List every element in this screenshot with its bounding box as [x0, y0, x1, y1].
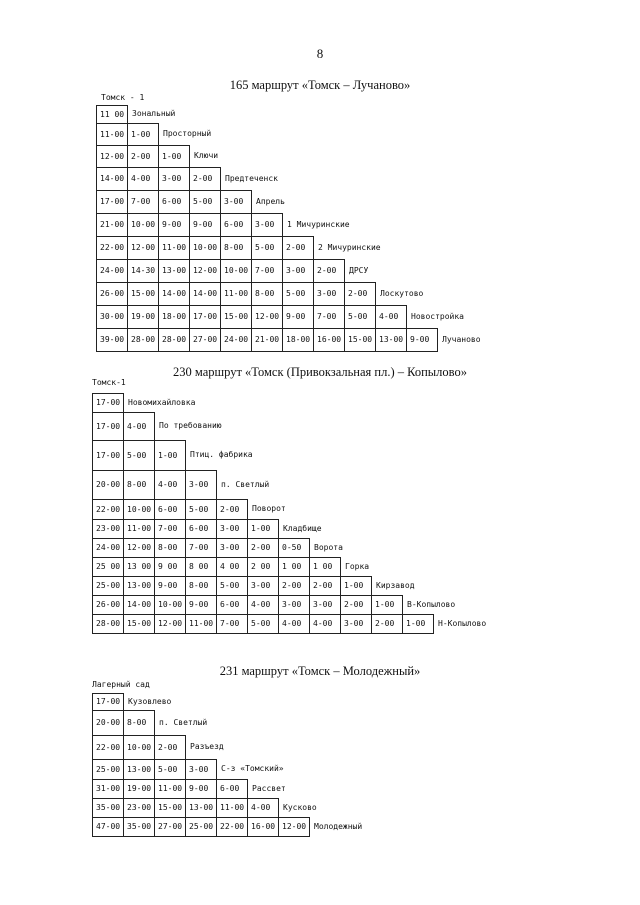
time-cell: 28-00: [127, 328, 158, 351]
time-cell: 10-00: [123, 499, 154, 519]
time-cell: 4-00: [123, 412, 154, 440]
time-cell: 25-00: [92, 576, 123, 595]
time-cell: 24-00: [96, 259, 127, 282]
time-cell: 6-00: [185, 519, 216, 538]
time-cell: 22-00: [216, 817, 247, 836]
row-right-border: [278, 519, 279, 539]
time-cell: 27-00: [189, 328, 220, 351]
time-cell: 3-00: [309, 595, 340, 614]
stop-name: Кусково: [283, 803, 317, 812]
row-right-border: [247, 779, 248, 799]
stop-name: Новомихайловка: [128, 398, 196, 407]
stop-name: Лоскутово: [380, 289, 424, 298]
row-right-border: [309, 817, 310, 837]
time-cell: 11-00: [216, 798, 247, 817]
stop-name: Кузовлево: [128, 697, 172, 706]
time-cell: 9 00: [154, 557, 185, 576]
row-right-border: [344, 259, 345, 283]
time-cell: 5-00: [247, 614, 278, 633]
time-cell: 3-00: [282, 259, 313, 282]
time-cell: 2-00: [371, 614, 402, 633]
time-cell: 17-00: [96, 190, 127, 213]
stop-name: Кладбище: [283, 524, 322, 533]
time-cell: 2-00: [278, 576, 309, 595]
time-cell: 11-00: [154, 779, 185, 798]
stop-name: Зональный: [132, 109, 176, 118]
time-cell: 16-00: [313, 328, 344, 351]
time-cell: 2-00: [309, 576, 340, 595]
row-right-border: [437, 328, 438, 352]
row-right-border: [154, 710, 155, 736]
time-cell: 8-00: [123, 470, 154, 499]
time-cell: 35-00: [92, 798, 123, 817]
time-cell: 7-00: [185, 538, 216, 557]
time-cell: 7-00: [216, 614, 247, 633]
time-cell: 1-00: [127, 123, 158, 145]
stop-name: Горка: [345, 562, 370, 571]
time-cell: 1-00: [154, 440, 185, 470]
row-right-border: [123, 693, 124, 711]
time-cell: 5-00: [189, 190, 220, 213]
time-cell: 10-00: [123, 735, 154, 759]
stop-name: В-Копылово: [407, 600, 456, 609]
time-cell: 4-00: [278, 614, 309, 633]
time-cell: 14-00: [123, 595, 154, 614]
time-cell: 11-00: [220, 282, 251, 305]
time-cell: 1-00: [371, 595, 402, 614]
time-cell: 4 00: [216, 557, 247, 576]
row-right-border: [154, 412, 155, 441]
row-right-border: [185, 440, 186, 471]
time-cell: 27-00: [154, 817, 185, 836]
time-cell: 12-00: [96, 145, 127, 167]
time-cell: 9-00: [282, 305, 313, 328]
row-right-border: [278, 798, 279, 818]
stop-name: 2 Мичуринские: [318, 243, 381, 252]
time-cell: 22-00: [92, 735, 123, 759]
time-cell: 3-00: [185, 470, 216, 499]
time-cell: 12-00: [278, 817, 309, 836]
stop-name: Просторный: [163, 129, 212, 138]
time-cell: 10-00: [189, 236, 220, 259]
row-right-border: [158, 123, 159, 146]
route-231-origin: Лагерный сад: [92, 680, 150, 689]
time-cell: 31-00: [92, 779, 123, 798]
time-cell: 11-00: [158, 236, 189, 259]
time-cell: 5-00: [185, 499, 216, 519]
time-cell: 2-00: [282, 236, 313, 259]
time-cell: 23-00: [92, 519, 123, 538]
time-cell: 1-00: [247, 519, 278, 538]
row-right-border: [185, 735, 186, 760]
time-cell: 5-00: [344, 305, 375, 328]
time-cell: 30-00: [96, 305, 127, 328]
time-cell: 15-00: [344, 328, 375, 351]
time-cell: 5-00: [216, 576, 247, 595]
row-right-border: [309, 538, 310, 558]
time-cell: 2-00: [127, 145, 158, 167]
time-cell: 6-00: [216, 779, 247, 798]
time-cell: 6-00: [158, 190, 189, 213]
time-cell: 47-00: [92, 817, 123, 836]
time-cell: 8-00: [220, 236, 251, 259]
table-bottom-border: [92, 633, 434, 634]
time-cell: 15-00: [154, 798, 185, 817]
time-cell: 4-00: [247, 798, 278, 817]
time-cell: 26-00: [92, 595, 123, 614]
time-cell: 17-00: [92, 412, 123, 440]
time-cell: 2-00: [247, 538, 278, 557]
row-right-border: [216, 759, 217, 780]
time-cell: 11 00: [96, 105, 127, 123]
stop-name: Птиц. фабрика: [190, 450, 253, 459]
time-cell: 18-00: [282, 328, 313, 351]
time-cell: 12-00: [251, 305, 282, 328]
row-right-border: [375, 282, 376, 306]
route-165-title: 165 маршрут «Томск – Лучаново»: [229, 78, 411, 92]
time-cell: 0-50: [278, 538, 309, 557]
time-cell: 14-00: [158, 282, 189, 305]
time-cell: 13-00: [185, 798, 216, 817]
time-cell: 21-00: [251, 328, 282, 351]
time-cell: 9-00: [406, 328, 437, 351]
table-bottom-border: [92, 836, 310, 837]
time-cell: 14-00: [96, 167, 127, 190]
time-cell: 9-00: [185, 595, 216, 614]
stop-name: Кирзавод: [376, 581, 415, 590]
time-cell: 25 00: [92, 557, 123, 576]
row-right-border: [282, 213, 283, 237]
time-cell: 5-00: [123, 440, 154, 470]
time-cell: 2 00: [247, 557, 278, 576]
time-cell: 28-00: [92, 614, 123, 633]
time-cell: 3-00: [216, 519, 247, 538]
stop-name: Новостройка: [411, 312, 464, 321]
time-cell: 8 00: [185, 557, 216, 576]
time-cell: 2-00: [189, 167, 220, 190]
stop-name: Апрель: [256, 197, 285, 206]
time-cell: 11-00: [185, 614, 216, 633]
time-cell: 10-00: [154, 595, 185, 614]
time-cell: 12-00: [154, 614, 185, 633]
row-right-border: [406, 305, 407, 329]
row-right-border: [433, 614, 434, 634]
time-cell: 1 00: [278, 557, 309, 576]
stop-name: Ключи: [194, 151, 219, 160]
time-cell: 15-00: [127, 282, 158, 305]
time-cell: 8-00: [185, 576, 216, 595]
time-cell: 7-00: [127, 190, 158, 213]
stop-name: Рассвет: [252, 784, 286, 793]
stop-name: п. Светлый: [221, 480, 270, 489]
stop-name: Лучаново: [442, 335, 481, 344]
time-cell: 17-00: [92, 440, 123, 470]
time-cell: 8-00: [154, 538, 185, 557]
row-right-border: [313, 236, 314, 260]
stop-name: По требованию: [159, 421, 222, 430]
time-cell: 14-30: [127, 259, 158, 282]
time-cell: 19-00: [123, 779, 154, 798]
time-cell: 13-00: [123, 576, 154, 595]
time-cell: 21-00: [96, 213, 127, 236]
time-cell: 11-00: [123, 519, 154, 538]
row-right-border: [247, 499, 248, 520]
time-cell: 3-00: [158, 167, 189, 190]
time-cell: 7-00: [251, 259, 282, 282]
time-cell: 1-00: [340, 576, 371, 595]
stop-name: Ворота: [314, 543, 343, 552]
time-cell: 35-00: [123, 817, 154, 836]
time-cell: 23-00: [123, 798, 154, 817]
time-cell: 5-00: [154, 759, 185, 779]
time-cell: 13 00: [123, 557, 154, 576]
time-cell: 4-00: [375, 305, 406, 328]
time-cell: 12-00: [127, 236, 158, 259]
time-cell: 24-00: [220, 328, 251, 351]
time-cell: 1 00: [309, 557, 340, 576]
stop-name: 1 Мичуринские: [287, 220, 350, 229]
time-cell: 9-00: [154, 576, 185, 595]
time-cell: 1-00: [402, 614, 433, 633]
time-cell: 18-00: [158, 305, 189, 328]
time-cell: 39-00: [96, 328, 127, 351]
time-cell: 3-00: [313, 282, 344, 305]
time-cell: 6-00: [220, 213, 251, 236]
time-cell: 2-00: [340, 595, 371, 614]
row-right-border: [402, 595, 403, 615]
time-cell: 2-00: [344, 282, 375, 305]
row-right-border: [189, 145, 190, 168]
stop-name: Разъезд: [190, 742, 224, 751]
time-cell: 7-00: [313, 305, 344, 328]
row-right-border: [216, 470, 217, 500]
time-cell: 4-00: [247, 595, 278, 614]
time-cell: 4-00: [154, 470, 185, 499]
time-cell: 9-00: [185, 779, 216, 798]
stop-name: С-з «Томский»: [221, 764, 284, 773]
time-cell: 25-00: [92, 759, 123, 779]
row-right-border: [127, 105, 128, 124]
time-cell: 14-00: [189, 282, 220, 305]
time-cell: 3-00: [220, 190, 251, 213]
time-cell: 5-00: [282, 282, 313, 305]
time-cell: 3-00: [185, 759, 216, 779]
time-cell: 16-00: [247, 817, 278, 836]
row-right-border: [123, 393, 124, 413]
time-cell: 10-00: [220, 259, 251, 282]
time-cell: 13-00: [158, 259, 189, 282]
route-165-origin: Томск - 1: [101, 93, 145, 102]
row-right-border: [251, 190, 252, 214]
time-cell: 3-00: [251, 213, 282, 236]
time-cell: 3-00: [340, 614, 371, 633]
route-231-title: 231 маршрут «Томск – Молодежный»: [219, 664, 421, 678]
time-cell: 22-00: [96, 236, 127, 259]
row-right-border: [340, 557, 341, 577]
time-cell: 17-00: [92, 393, 123, 412]
stop-name: ДРСУ: [349, 266, 369, 275]
stop-name: п. Светлый: [159, 718, 208, 727]
time-cell: 6-00: [216, 595, 247, 614]
time-cell: 3-00: [216, 538, 247, 557]
time-cell: 3-00: [278, 595, 309, 614]
time-cell: 9-00: [189, 213, 220, 236]
time-cell: 1-00: [158, 145, 189, 167]
page-number: 8: [316, 46, 324, 61]
time-cell: 24-00: [92, 538, 123, 557]
route-230-title: 230 маршрут «Томск (Привокзальная пл.) – Копылово»: [173, 365, 467, 379]
time-cell: 4-00: [309, 614, 340, 633]
time-cell: 6-00: [154, 499, 185, 519]
time-cell: 13-00: [123, 759, 154, 779]
time-cell: 8-00: [123, 710, 154, 735]
time-cell: 7-00: [154, 519, 185, 538]
stop-name: Молодежный: [314, 822, 363, 831]
time-cell: 25-00: [185, 817, 216, 836]
stop-name: Н-Копылово: [438, 619, 487, 628]
stop-name: Предтеченск: [225, 174, 278, 183]
time-cell: 10-00: [127, 213, 158, 236]
time-cell: 28-00: [158, 328, 189, 351]
table-bottom-border: [96, 351, 438, 352]
time-cell: 20-00: [92, 470, 123, 499]
route-230-origin: Томск-1: [92, 378, 126, 387]
time-cell: 20-00: [92, 710, 123, 735]
time-cell: 11-00: [96, 123, 127, 145]
row-right-border: [220, 167, 221, 191]
time-cell: 5-00: [251, 236, 282, 259]
time-cell: 19-00: [127, 305, 158, 328]
time-cell: 22-00: [92, 499, 123, 519]
time-cell: 2-00: [216, 499, 247, 519]
row-right-border: [371, 576, 372, 596]
time-cell: 3-00: [247, 576, 278, 595]
time-cell: 12-00: [189, 259, 220, 282]
time-cell: 2-00: [154, 735, 185, 759]
time-cell: 12-00: [123, 538, 154, 557]
time-cell: 26-00: [96, 282, 127, 305]
time-cell: 15-00: [220, 305, 251, 328]
time-cell: 8-00: [251, 282, 282, 305]
time-cell: 17-00: [189, 305, 220, 328]
time-cell: 15-00: [123, 614, 154, 633]
time-cell: 2-00: [313, 259, 344, 282]
time-cell: 9-00: [158, 213, 189, 236]
time-cell: 4-00: [127, 167, 158, 190]
stop-name: Поворот: [252, 504, 286, 513]
time-cell: 17-00: [92, 693, 123, 710]
time-cell: 13-00: [375, 328, 406, 351]
